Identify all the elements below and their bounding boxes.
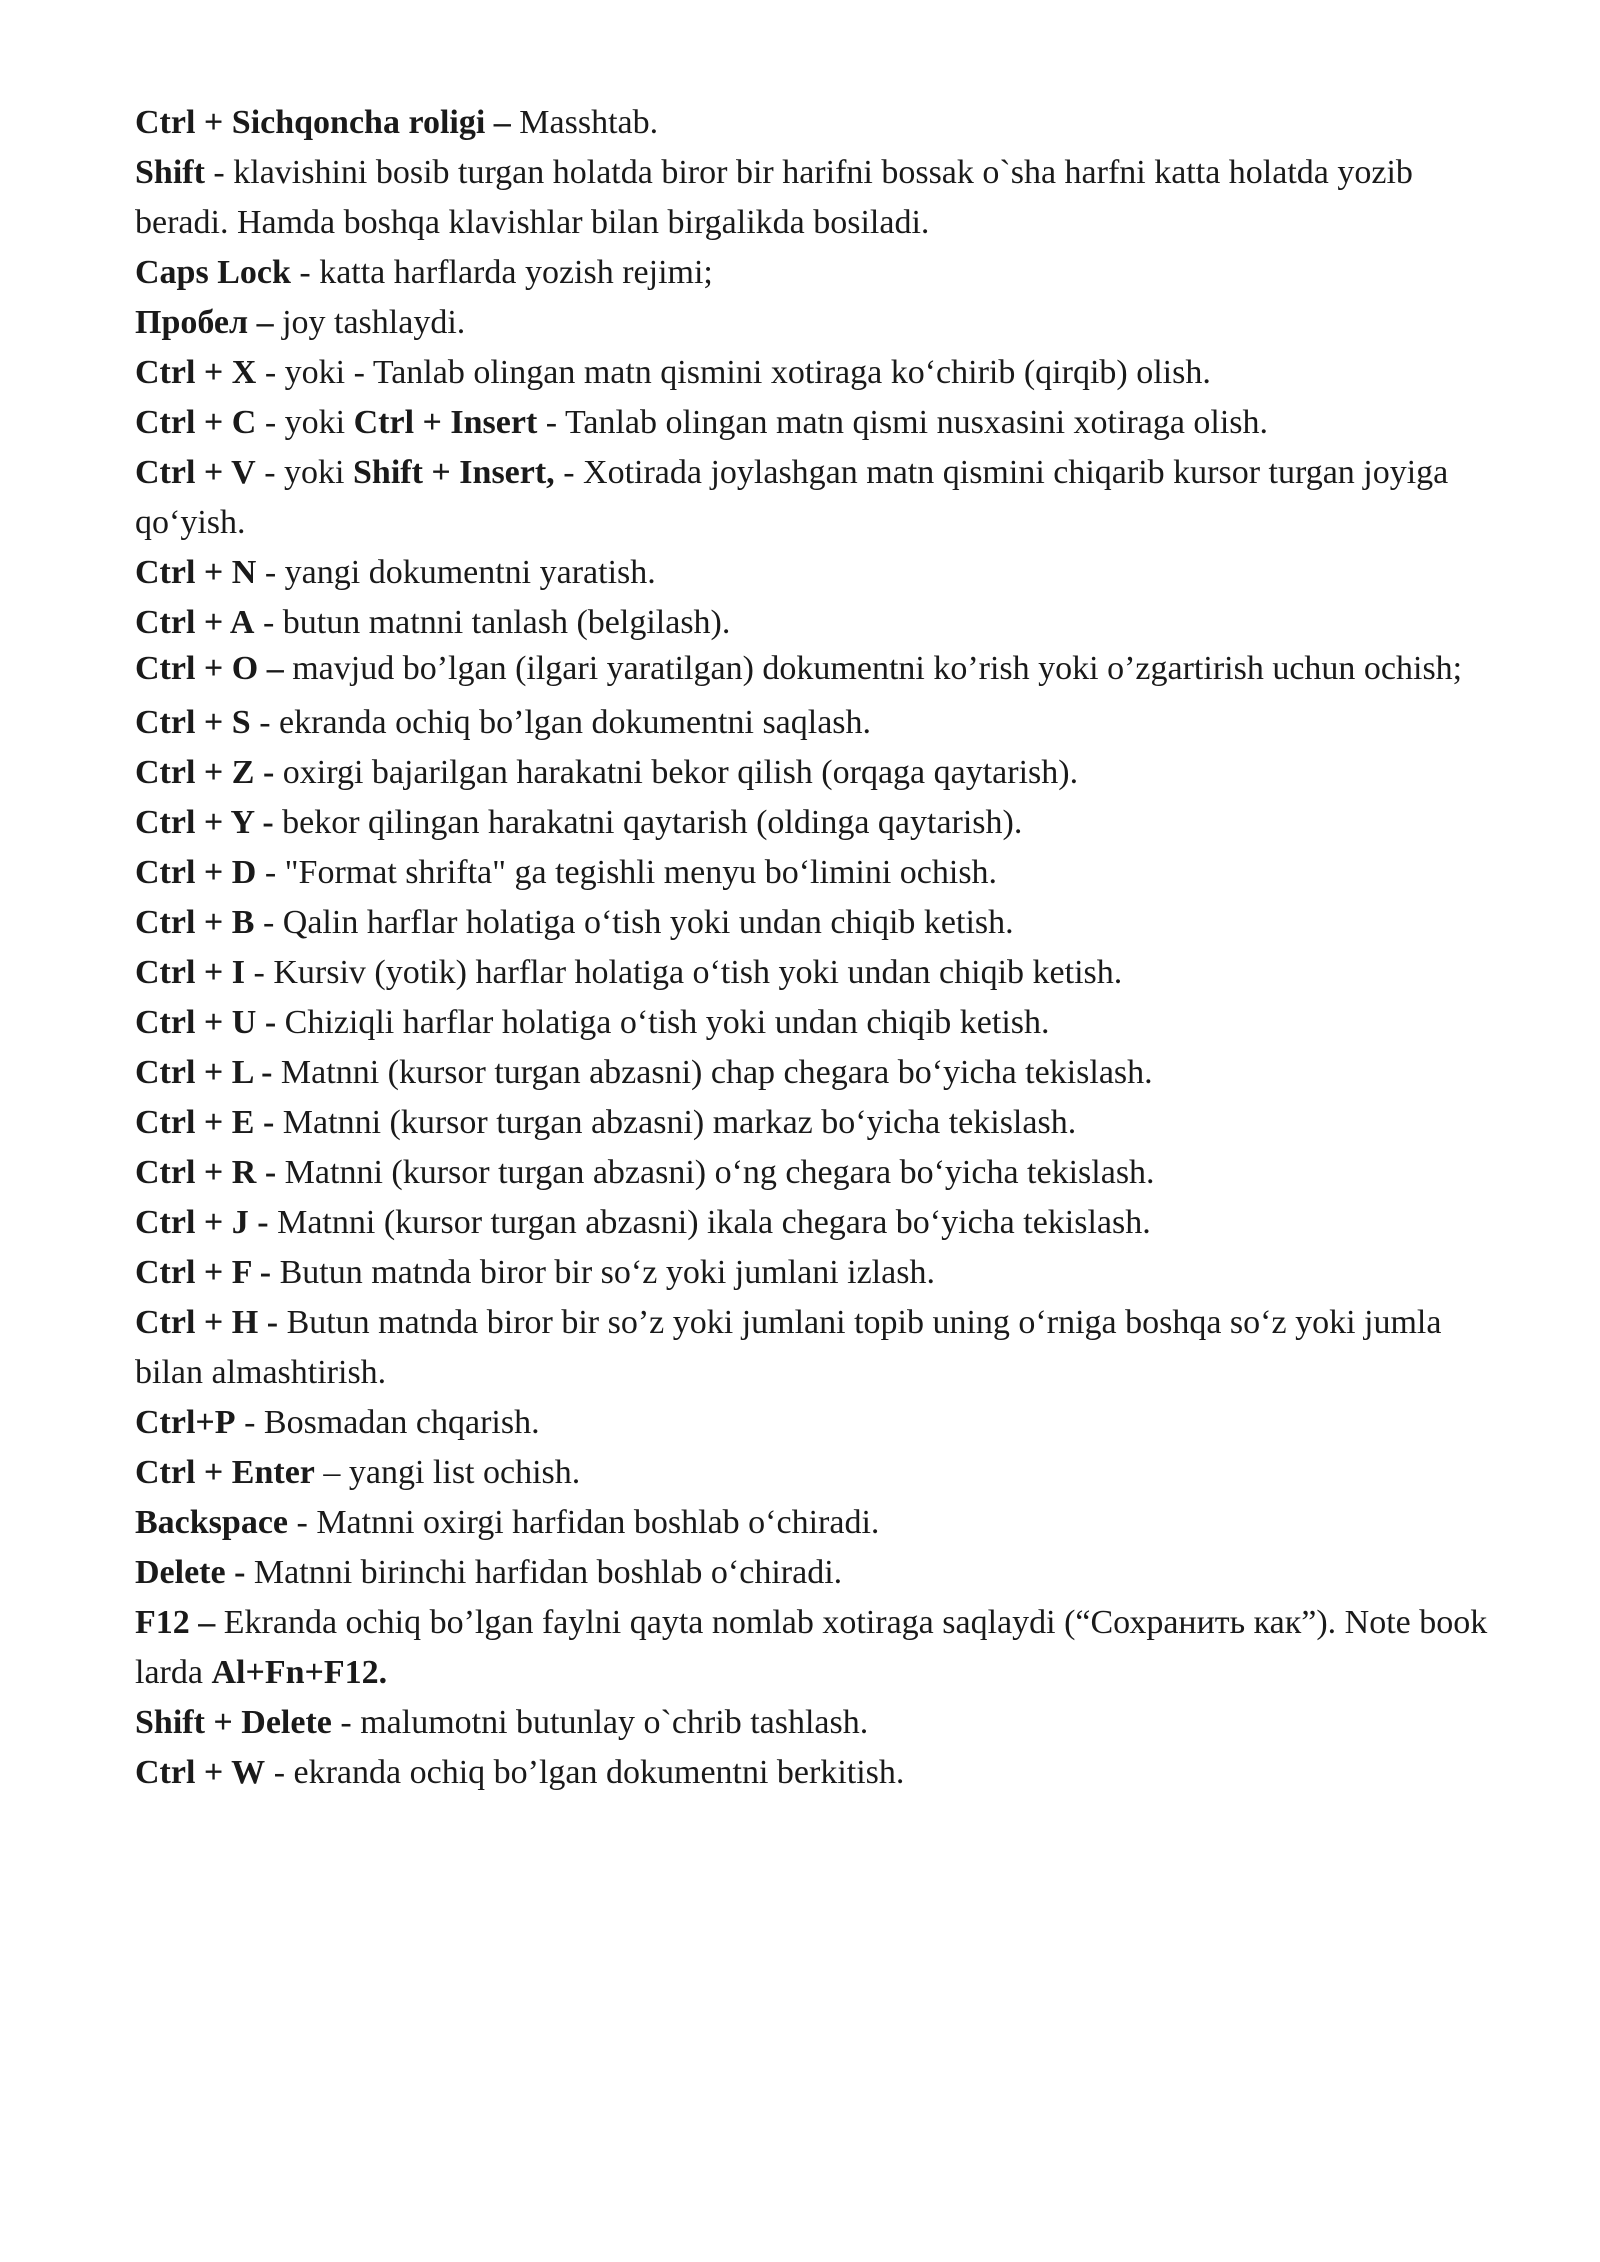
shortcut-key: Ctrl + V: [135, 454, 256, 491]
shortcut-key: Caps Lock: [135, 254, 291, 291]
shortcut-description: - Matnni oxirgi harfidan boshlab o‘chiradi.: [288, 1504, 880, 1541]
shortcut-entry: [135, 448, 1505, 548]
shortcut-key: Ctrl + Sichqoncha roligi: [135, 104, 486, 141]
shortcut-entry: [135, 348, 1505, 398]
shortcut-entry: [135, 798, 1505, 848]
shortcut-key: Ctrl + L -: [135, 1054, 273, 1091]
shortcut-key: Ctrl + Y -: [135, 804, 274, 841]
shortcut-entry: [135, 1448, 1505, 1498]
shortcut-description: - ekranda ochiq bo’lgan dokumentni berkitish.: [265, 1754, 905, 1791]
shortcut-list: [135, 98, 1505, 1798]
shortcut-description: Matnni (kursor turgan abzasni) o‘ng chegara bo‘yicha tekislash.: [276, 1154, 1155, 1191]
shortcut-entry: [135, 398, 1505, 448]
shortcut-key: Ctrl + Insert: [353, 404, 538, 441]
shortcut-description: - Bosmadan chqarish.: [235, 1404, 540, 1441]
shortcut-entry: [135, 1048, 1505, 1098]
shortcut-key: Ctrl + R -: [135, 1154, 277, 1191]
shortcut-key: Ctrl + O –: [135, 650, 284, 687]
shortcut-description: - yoki - Tanlab olingan matn qismini xotiraga ko‘chirib (qirqib) olish.: [256, 354, 1211, 391]
shortcut-description: Ekranda ochiq bo’lgan faylni qayta nomlab xotiraga saqlaydi (“Сохранить как”). Note book larda: [135, 1604, 1496, 1691]
shortcut-key: Пробел –: [135, 304, 274, 341]
shortcut-description: Matnni (kursor turgan abzasni) markaz bo‘yicha tekislash.: [274, 1104, 1077, 1141]
shortcut-description: - klavishini bosib turgan holatda biror bir harifni bossak o`sha harfni katta holatda yozib beradi. Hamda boshqa klavishlar bilan birgalikda bosiladi.: [135, 154, 1422, 241]
shortcut-key: Ctrl+P: [135, 1404, 236, 1441]
shortcut-key: –: [485, 104, 520, 141]
shortcut-entry: [135, 1548, 1505, 1598]
shortcut-description: Matnni (kursor turgan abzasni) chap chegara bo‘yicha tekislash.: [272, 1054, 1153, 1091]
shortcut-entry: [135, 998, 1505, 1048]
shortcut-description: - katta harflarda yozish rejimi;: [290, 254, 713, 291]
shortcut-entry: [135, 1498, 1505, 1548]
shortcut-description: - yangi dokumentni yaratish.: [256, 554, 656, 591]
shortcut-description: Butun matnda biror bir so‘z yoki jumlani izlash.: [271, 1254, 935, 1291]
shortcut-key: Ctrl + A: [135, 604, 255, 641]
shortcut-description: Chiziqli harflar holatiga o‘tish yoki undan chiqib ketish.: [276, 1004, 1050, 1041]
shortcut-description: - butun matnni tanlash (belgilash).: [254, 604, 731, 641]
shortcut-description: joy tashlaydi.: [273, 304, 466, 341]
shortcut-description: - Tanlab olingan matn qismi nusxasini xotiraga olish.: [537, 404, 1269, 441]
shortcut-entry: [135, 148, 1505, 248]
shortcut-entry: [135, 1098, 1505, 1148]
shortcut-entry: [135, 848, 1505, 898]
shortcut-key: Ctrl + D: [135, 854, 257, 891]
shortcut-entry: [135, 598, 1505, 648]
shortcut-description: - yoki: [256, 404, 354, 441]
shortcut-key: Al+Fn+F12.: [211, 1654, 388, 1691]
shortcut-key: Ctrl + X: [135, 354, 257, 391]
shortcut-entry: [135, 748, 1505, 798]
shortcut-key: Shift: [135, 154, 205, 191]
shortcut-description: mavjud bo’lgan (ilgari yaratilgan) dokumentni ko’rish yoki o’zgartirish uchun ochish;: [283, 650, 1463, 687]
shortcut-entry: [135, 898, 1505, 948]
shortcut-entry: [135, 1748, 1505, 1798]
shortcut-description: Masshtab.: [519, 104, 659, 141]
shortcut-description: Butun matnda biror bir so’z yoki jumlani topib uning o‘rniga boshqa so‘z yoki jumla bilan almashtirish.: [135, 1304, 1450, 1391]
shortcut-key: Shift + Delete: [135, 1704, 332, 1741]
shortcut-key: F12 –: [135, 1604, 216, 1641]
shortcut-description: bekor qilingan harakatni qaytarish (oldinga qaytarish).: [273, 804, 1023, 841]
shortcut-key: Ctrl + Enter: [135, 1454, 315, 1491]
shortcut-description: oxirgi bajarilgan harakatni bekor qilish (orqaga qaytarish).: [274, 754, 1079, 791]
shortcut-key: Ctrl + W: [135, 1754, 266, 1791]
shortcut-entry: [135, 1148, 1505, 1198]
shortcut-entry: [135, 548, 1505, 598]
shortcut-description: - yoki: [255, 454, 354, 491]
shortcut-key: Ctrl + I: [135, 954, 246, 991]
shortcut-key: Ctrl + B: [135, 904, 255, 941]
shortcut-description: - malumotni butunlay o`chrib tashlash.: [331, 1704, 869, 1741]
shortcut-description: - Kursiv (yotik) harflar holatiga o‘tish yoki undan chiqib ketish.: [245, 954, 1123, 991]
shortcut-key: Ctrl + U -: [135, 1004, 277, 1041]
shortcut-entry: [135, 698, 1505, 748]
shortcut-entry: [135, 298, 1505, 348]
shortcut-entry: [135, 98, 1505, 148]
shortcut-entry: [135, 1198, 1505, 1248]
shortcut-description: - "Format shrifta" ga tegishli menyu bo‘limini ochish.: [256, 854, 998, 891]
shortcut-key: Ctrl + N: [135, 554, 257, 591]
shortcut-entry: [135, 1698, 1505, 1748]
shortcut-entry: [135, 1298, 1505, 1398]
shortcut-description: - Xotirada joylashgan matn qismini chiqarib kursor turgan joyiga qo‘yish.: [135, 454, 1483, 541]
shortcut-description: Matnni birinchi harfidan boshlab o‘chiradi.: [245, 1554, 843, 1591]
shortcut-key: Backspace: [135, 1504, 288, 1541]
shortcut-key: Ctrl + H -: [135, 1304, 279, 1341]
shortcut-description: - Qalin harflar holatiga o‘tish yoki undan chiqib ketish.: [254, 904, 1014, 941]
shortcut-key: Ctrl + Z -: [135, 754, 275, 791]
shortcut-key: Delete -: [135, 1554, 246, 1591]
shortcut-entry: [135, 1398, 1505, 1448]
shortcut-description: - ekranda ochiq bo’lgan dokumentni saqlash.: [250, 704, 872, 741]
shortcut-description: – yangi list ochish.: [314, 1454, 581, 1491]
shortcut-key: Ctrl + J -: [135, 1204, 269, 1241]
shortcut-entry: [135, 948, 1505, 998]
shortcut-entry: [135, 248, 1505, 298]
document-page: [135, 98, 1505, 1798]
shortcut-entry: [135, 648, 1505, 690]
shortcut-key: Ctrl + F -: [135, 1254, 272, 1291]
shortcut-entry: [135, 1248, 1505, 1298]
shortcut-key: Ctrl + C: [135, 404, 257, 441]
shortcut-key: Shift + Insert,: [353, 454, 555, 491]
shortcut-key: Ctrl + E -: [135, 1104, 275, 1141]
shortcut-entry: [135, 1598, 1505, 1698]
shortcut-key: Ctrl + S: [135, 704, 251, 741]
shortcut-description: Matnni (kursor turgan abzasni) ikala chegara bo‘yicha tekislash.: [268, 1204, 1151, 1241]
